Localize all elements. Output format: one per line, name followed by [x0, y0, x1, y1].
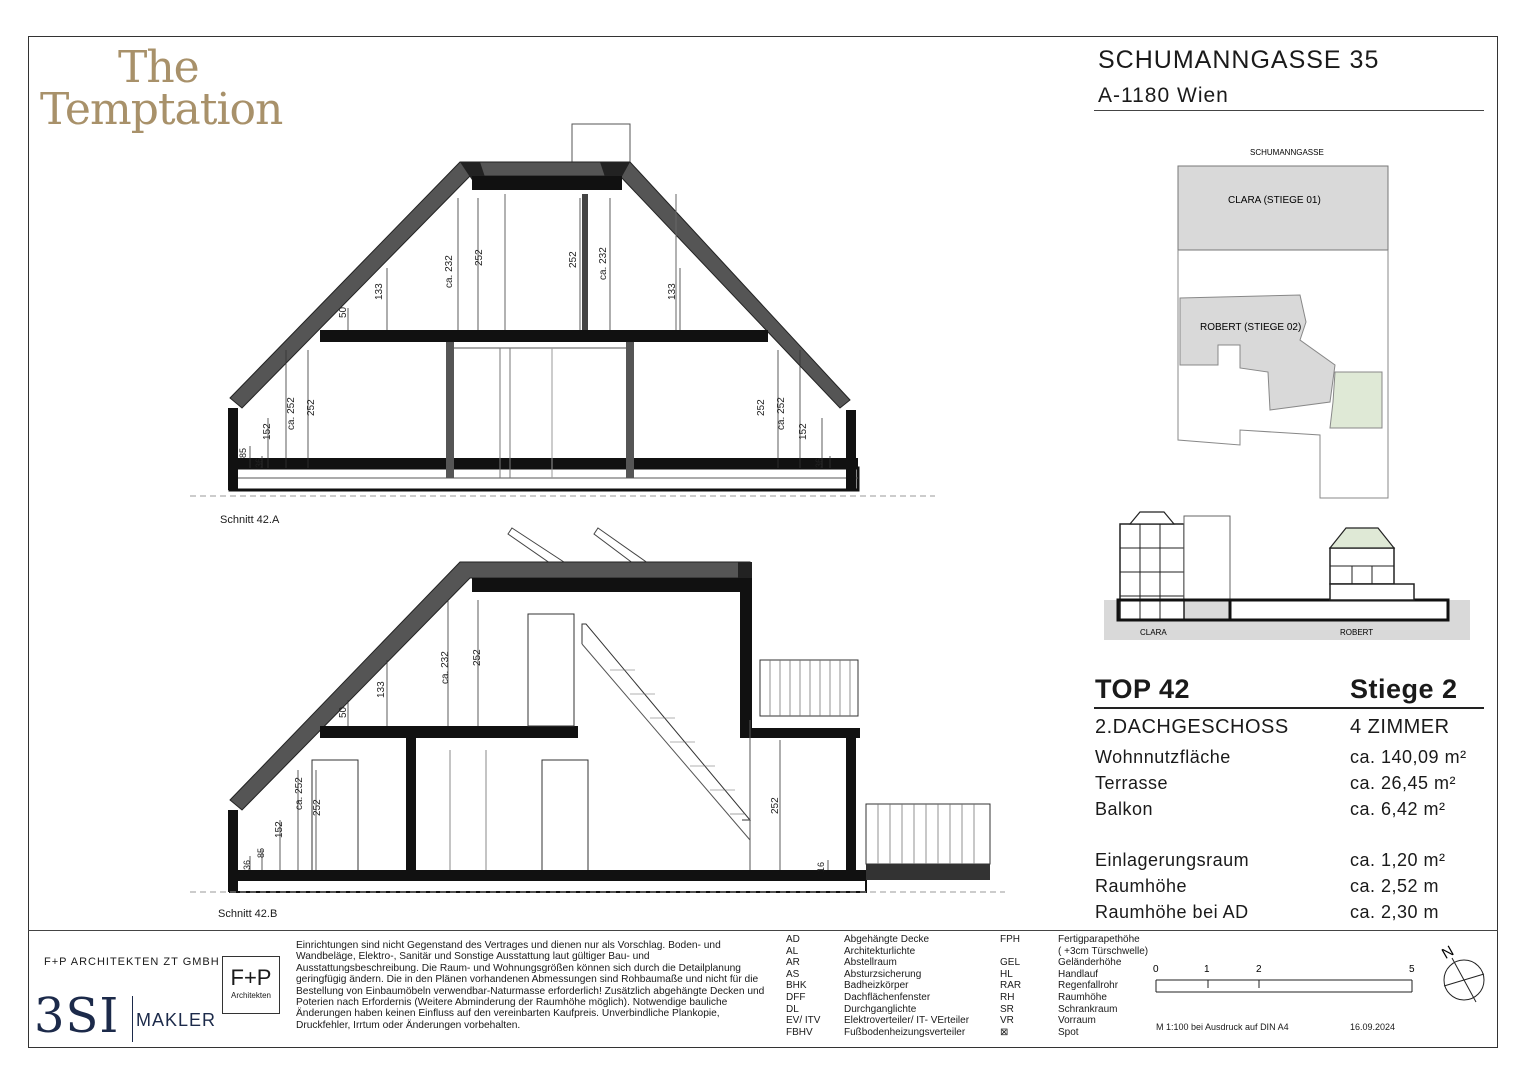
legend-text: Dachflächenfenster — [844, 991, 931, 1003]
fp-logo-sub: Architekten — [230, 991, 272, 1000]
legend-text: Absturzsicherung — [844, 968, 922, 980]
legend-code: DFF — [786, 991, 806, 1003]
elevation-label-right: ROBERT — [1340, 628, 1374, 637]
dim-a: ca. 252 — [776, 397, 787, 430]
legend-row — [786, 980, 969, 992]
dim-a: 152 — [798, 423, 809, 440]
footer-rule — [28, 930, 1498, 931]
dim-a: 252 — [568, 251, 579, 268]
logo-line2: Temptation — [40, 84, 283, 135]
legend-text: Geländerhöhe — [1058, 957, 1122, 969]
siteplan-building2: ROBERT (STIEGE 02) — [1200, 322, 1302, 333]
legend-row — [1000, 946, 1148, 958]
legend-text: Abstellraum — [844, 957, 897, 969]
legend-column-2 — [1000, 934, 1148, 1038]
legend-code: GEL — [1000, 957, 1021, 969]
north-arrow-icon — [1436, 940, 1492, 1016]
unit-floor: 2.DACHGESCHOSS — [1095, 716, 1289, 738]
area-value: ca. 6,42 m² — [1350, 799, 1446, 819]
legend-code: AR — [786, 957, 800, 969]
dim-b: 133 — [376, 681, 387, 698]
legend-text: Raumhöhe — [1058, 991, 1107, 1003]
logo-line1: The — [118, 42, 199, 93]
legend-row — [786, 992, 969, 1004]
site-plan — [1170, 140, 1400, 505]
legend-list-2 — [1000, 934, 1148, 1038]
area-value: ca. 2,52 m — [1350, 876, 1440, 896]
section-a-label: Schnitt 42.A — [220, 514, 280, 526]
legend-row — [786, 1015, 969, 1027]
legend-text: ( +3cm Türschwelle) — [1058, 945, 1149, 957]
dim-a: 252 — [306, 399, 317, 416]
legend-code: AL — [786, 945, 799, 957]
legend-row — [786, 1004, 969, 1016]
legend-code — [1000, 946, 1058, 958]
dim-a: ca. 232 — [598, 247, 609, 280]
legend-code: FBHV — [786, 1026, 813, 1038]
dim-b: 36 — [242, 859, 252, 870]
fp-logo — [222, 956, 280, 1014]
legend-row — [1000, 1015, 1148, 1027]
area-label: Terrasse — [1095, 773, 1169, 793]
unit-top: TOP 42 — [1095, 674, 1191, 704]
legend-code: ⊠ — [1000, 1026, 1009, 1038]
area-label: Wohnnutzfläche — [1095, 747, 1231, 767]
dim-b: 152 — [274, 821, 285, 838]
legend-text: Badheizkörper — [844, 980, 909, 992]
legend-code: SR — [1000, 1003, 1014, 1015]
legend-text: Vorraum — [1058, 1015, 1096, 1027]
legend-row — [786, 1027, 969, 1039]
unit-rooms: 4 ZIMMER — [1350, 716, 1450, 738]
legend-text: Fertigparapethöhe — [1058, 934, 1140, 945]
area-label: Raumhöhe — [1095, 876, 1188, 896]
dim-a: 133 — [667, 283, 678, 300]
elevation-label-left: CLARA — [1140, 628, 1167, 637]
dim-b: 50 — [338, 706, 349, 718]
area-value: ca. 26,45 m² — [1350, 773, 1457, 793]
legend-code: EV/ ITV — [786, 1015, 821, 1027]
agent-logo-divider — [132, 996, 133, 1042]
scale-tick: 1 — [1204, 964, 1210, 975]
dim-a: 50 — [338, 306, 349, 318]
legend-row — [1000, 934, 1148, 946]
address-rule — [1094, 110, 1484, 111]
dim-a: ca. 252 — [286, 397, 297, 430]
plan-date: 16.09.2024 — [1350, 1022, 1396, 1032]
legend-list-1 — [786, 934, 969, 1038]
legend-row — [786, 934, 969, 946]
legend-code: DL — [786, 1003, 799, 1015]
dim-b: 252 — [472, 649, 483, 666]
north-label: N — [1439, 942, 1457, 963]
legend-code: AD — [786, 934, 800, 945]
building-elevation — [1100, 508, 1475, 643]
scale-tick: 2 — [1256, 964, 1262, 975]
city: A-1180 Wien — [1098, 84, 1229, 107]
legend-code: RAR — [1000, 980, 1022, 992]
legend-row — [786, 969, 969, 981]
section-b-label: Schnitt 42.B — [218, 908, 278, 920]
legend-code: HL — [1000, 968, 1013, 980]
dim-a: 252 — [756, 399, 767, 416]
legend-text: Architekturlichte — [844, 945, 916, 957]
legend-code: AS — [786, 968, 800, 980]
fp-logo-text: F+P — [230, 965, 272, 990]
dim-a: 36 — [254, 457, 264, 468]
area-label: Raumhöhe bei AD — [1095, 902, 1249, 922]
legend-row — [1000, 957, 1148, 969]
street-address: SCHUMANNGASSE 35 — [1098, 46, 1380, 74]
scale-tick: 5 — [1409, 964, 1415, 975]
section-b-drawing — [190, 520, 1010, 900]
scale-tick: 0 — [1153, 964, 1159, 975]
architect-name: F+P ARCHITEKTEN ZT GMBH — [44, 956, 220, 968]
dim-a: 252 — [474, 249, 485, 266]
dim-b: 252 — [312, 799, 323, 816]
scale-note: M 1:100 bei Ausdruck auf DIN A4 — [1156, 1022, 1289, 1032]
legend-text: Handlauf — [1058, 968, 1099, 980]
unit-rule — [1094, 707, 1484, 709]
dim-b: 85 — [256, 847, 266, 858]
legend-row — [1000, 1004, 1148, 1016]
legend-text: Durchganglichte — [844, 1003, 917, 1015]
legend-text: Elektroverteiler/ IT- VErteiler — [844, 1015, 970, 1027]
unit-stair: Stiege 2 — [1350, 674, 1458, 704]
legend-text: Schrankraum — [1058, 1003, 1118, 1015]
dim-a: 85 — [238, 447, 248, 458]
legend-row — [786, 957, 969, 969]
dim-a: 152 — [262, 423, 273, 440]
legend-row — [1000, 969, 1148, 981]
legend-row — [1000, 992, 1148, 1004]
legend-row — [1000, 1027, 1148, 1039]
scale-bar — [1150, 960, 1425, 1000]
dim-a: 133 — [374, 283, 385, 300]
area-value: ca. 2,30 m — [1350, 902, 1440, 922]
section-a-drawing — [190, 118, 940, 508]
legend-text: Spot — [1058, 1026, 1079, 1038]
siteplan-building1: CLARA (STIEGE 01) — [1228, 195, 1321, 206]
legend-row — [786, 946, 969, 958]
legend-text: Regenfallrohr — [1058, 980, 1119, 992]
legend-column-1 — [786, 934, 969, 1038]
dim-a: ca. 232 — [444, 255, 455, 288]
dim-b: ca. 232 — [440, 651, 451, 684]
legend-code: FPH — [1000, 934, 1020, 945]
area-value: ca. 140,09 m² — [1350, 747, 1467, 767]
area-label: Einlagerungsraum — [1095, 850, 1250, 870]
dim-b: ca. 252 — [294, 777, 305, 810]
area-label: Balkon — [1095, 799, 1154, 819]
dim-a: 36 — [814, 457, 824, 468]
area-value: ca. 1,20 m² — [1350, 850, 1446, 870]
legend-row — [1000, 980, 1148, 992]
legend-code: RH — [1000, 991, 1015, 1003]
legend-text: Fußbodenheizungsverteiler — [844, 1026, 966, 1038]
siteplan-street: SCHUMANNGASSE — [1250, 148, 1324, 157]
disclaimer: Einrichtungen sind nicht Gegenstand des Vertrages und dienen nur als Vorschlag. Boden- und Wandbeläge, Elektro-, Sanitär und Sonstige Ausstattung laut gültiger Bau- und Ausstattungsbeschreibung. Die Raum- und Wohnungsgrößen können sich durch die Detailplanung geringfügig ändern. Die in den Plänen vorhandenen Abmessungen sind Rohbaumaße und nicht für die Bestellung von Einbaumöbeln verwendbar-Naturmasse erforderlich! Zusätzlich abgehängte Decken und Poterien nach Erfordernis (Weitere Abminderung der Raumhöhe möglich). Notwendige bauliche Änderungen haben keinen Einfluss auf den vereinbarten Kaufpreis. Unverbindliche Plankopie, Druckfehler, Irrtum oder Änderungen vorbehalten. — [296, 940, 765, 1031]
agent-logo-sub: MAKLER — [136, 1010, 217, 1030]
legend-text: Abgehängte Decke — [844, 934, 930, 945]
legend-code: BHK — [786, 980, 807, 992]
dim-b: 16 — [816, 861, 826, 872]
dim-b: 252 — [770, 797, 781, 814]
legend-code: VR — [1000, 1015, 1014, 1027]
agent-logo: 3SI — [34, 988, 120, 1044]
